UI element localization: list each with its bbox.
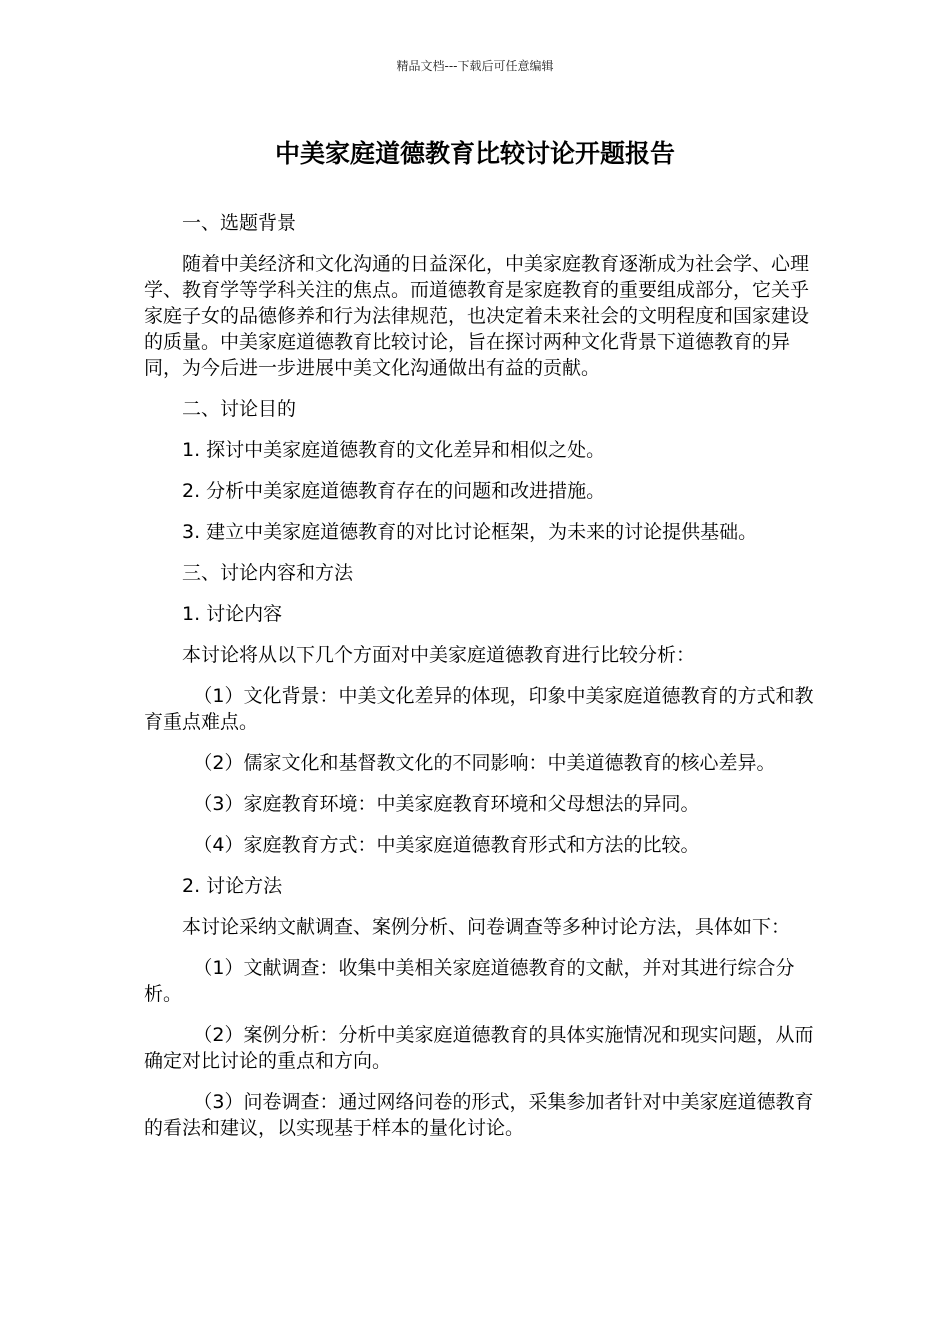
subsection-heading-content: 1. 讨论内容 bbox=[182, 603, 283, 625]
method-item: （3）问卷调查：通过网络问卷的形式，采集参加者针对中美家庭道德教育的看法和建议，以实现基于样本的量化讨论。 bbox=[144, 1091, 814, 1139]
method-intro: 本讨论采纳文献调查、案例分析、问卷调查等多种讨论方法，具体如下： bbox=[182, 916, 791, 938]
method-item: （2）案例分析：分析中美家庭道德教育的具体实施情况和现实问题，从而确定对比讨论的重点和方向。 bbox=[144, 1024, 814, 1072]
content-item: （1）文化背景：中美文化差异的体现，印象中美家庭道德教育的方式和教育重点难点。 bbox=[144, 685, 814, 733]
content-item: （3）家庭教育环境：中美家庭教育环境和父母想法的异同。 bbox=[193, 793, 700, 815]
subsection-heading-method: 2. 讨论方法 bbox=[182, 875, 283, 897]
section-heading-content-method: 三、讨论内容和方法 bbox=[182, 562, 354, 584]
purpose-item: 1. 探讨中美家庭道德教育的文化差异和相似之处。 bbox=[182, 439, 606, 461]
purpose-item: 3. 建立中美家庭道德教育的对比讨论框架，为未来的讨论提供基础。 bbox=[182, 521, 758, 543]
content-item: （4）家庭教育方式：中美家庭道德教育形式和方法的比较。 bbox=[193, 834, 700, 856]
section-heading-purpose: 二、讨论目的 bbox=[182, 398, 297, 420]
section-heading-background: 一、选题背景 bbox=[182, 212, 297, 234]
purpose-item: 2. 分析中美家庭道德教育存在的问题和改进措施。 bbox=[182, 480, 606, 502]
content-intro: 本讨论将从以下几个方面对中美家庭道德教育进行比较分析： bbox=[182, 644, 696, 666]
document-body bbox=[144, 210, 820, 1156]
document-title: 中美家庭道德教育比较讨论开题报告 bbox=[274, 139, 675, 168]
method-item: （1）文献调查：收集中美相关家庭道德教育的文献，并对其进行综合分析。 bbox=[144, 957, 795, 1005]
content-item: （2）儒家文化和基督教文化的不同影响：中美道德教育的核心差异。 bbox=[193, 752, 776, 774]
background-paragraph: 随着中美经济和文化沟通的日益深化，中美家庭教育逐渐成为社会学、心理学、教育学等学科关注的焦点。而道德教育是家庭教育的重要组成部分，它关乎家庭子女的品德修养和行为法律规范，也决定着未来社会的文明程度和国家建设的质量。中美家庭道德教育比较讨论，旨在探讨两种文化背景下道德教育的异同，为今后进一步进展中美文化沟通做出有益的贡献。 bbox=[144, 253, 810, 379]
header-note: 精品文档---下载后可任意编辑 bbox=[396, 59, 554, 73]
